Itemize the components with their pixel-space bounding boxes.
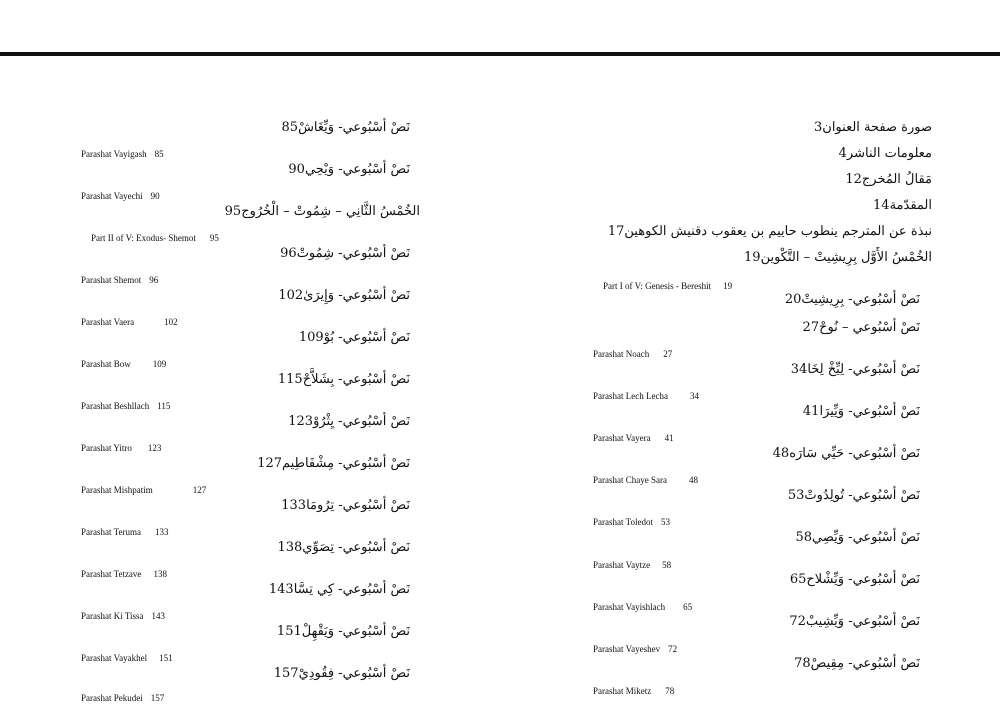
toc-arabic-heading: الخُمْسُ الثَّانِي – شِمُوتْ – الْخُرُوج95: [224, 204, 420, 219]
toc-front-matter-entry: المقدّمة14: [873, 198, 932, 213]
toc-english-heading: Part II of V: Exodus- Shemot 95: [91, 233, 219, 243]
toc-arabic-entry: نَصْ أسْبُوعي- تُولِدُوتْ53: [787, 488, 920, 503]
toc-arabic-entry: نَصْ أسْبُوعي- بُوْ109: [298, 330, 410, 345]
toc-arabic-entry: نَصْ أسْبُوعي- وَيِّشْلاح65: [789, 572, 920, 587]
toc-english-entry: Parashat Vaytze 58: [593, 560, 672, 570]
toc-arabic-entry: نَصْ أسْبُوعي- وَيْحِي90: [288, 162, 410, 177]
toc-english-entry: Parashat Vayishlach 65: [593, 602, 693, 612]
toc-english-entry: Parashat Ki Tissa 143: [81, 611, 166, 621]
toc-english-entry: Parashat Vayechi 90: [81, 191, 160, 201]
toc-arabic-entry: نَصْ أسْبُوعي- لِيِّخْ لِخَا34: [790, 362, 920, 377]
toc-front-matter-entry: مَقالُ المُخرج12: [845, 172, 932, 187]
toc-arabic-entry: نَصْ أسْبُوعي- تِرُومَا133: [281, 498, 410, 513]
toc-english-heading: Part I of V: Genesis - Bereshit 19: [603, 281, 733, 291]
toc-arabic-entry: نَصْ أسْبُوعي- وَيِّغَاشْ85: [281, 120, 410, 135]
toc-front-matter-entry: معلومات الناشر4: [838, 146, 932, 161]
toc-english-entry: Parashat Lech Lecha 34: [593, 391, 699, 401]
toc-arabic-entry: نَصْ أسْبُوعي- مِقِيصْ78: [794, 656, 920, 671]
toc-english-entry: Parashat Mishpatim 127: [81, 485, 207, 495]
toc-arabic-entry: نَصْ أسْبُوعي- شِمُوتْ96: [280, 246, 410, 261]
toc-arabic-entry: نَصْ أسْبُوعي- وَيَقْهِلْ151: [276, 624, 410, 639]
toc-arabic-entry: نَصْ أسْبُوعي- كِي تِسَّا143: [268, 582, 410, 597]
toc-english-entry: Parashat Vayeshev 72: [593, 644, 678, 654]
toc-arabic-entry: نَصْ أسْبُوعي- وَإِيرَىٰ102: [278, 288, 410, 303]
toc-english-entry: Parashat Noach 27: [593, 349, 673, 359]
toc-english-entry: Parashat Chaye Sara 48: [593, 475, 698, 485]
toc-english-entry: Parashat Pekudei 157: [81, 693, 165, 703]
toc-front-matter-entry: نبذة عن المترجم ينطوب حاييم بن يعقوب دقنيش الكوهين17: [607, 224, 932, 239]
toc-english-entry: Parashat Beshllach 115: [81, 401, 171, 411]
toc-arabic-entry: نَصْ أسْبُوعي- مِشْفَاطِيم127: [257, 456, 410, 471]
toc-arabic-entry: نَصْ أسْبُوعي- وَيِّصِي58: [795, 530, 920, 545]
toc-english-entry: Parashat Tetzave 138: [81, 569, 167, 579]
toc-english-entry: Parashat Vayakhel 151: [81, 653, 173, 663]
toc-english-entry: Parashat Teruma 133: [81, 527, 169, 537]
toc-arabic-entry: نَصْ أسْبُوعي – نُوحْ27: [802, 320, 920, 335]
toc-arabic-entry: نَصْ أسْبُوعي- فِقُودِيْ157: [273, 666, 410, 681]
toc-arabic-entry: نَصْ أسْبُوعي- بِرِيشِيتْ20: [784, 292, 920, 307]
top-banner: [0, 0, 1000, 52]
toc-arabic-entry: نَصْ أسْبُوعي- وَيِّشِيبْ72: [789, 614, 920, 629]
toc-english-entry: Parashat Toledot 53: [593, 517, 670, 527]
toc-english-entry: Parashat Bow 109: [81, 359, 167, 369]
toc-english-entry: Parashat Shemot 96: [81, 275, 159, 285]
right-page: [500, 56, 1000, 699]
toc-english-entry: Parashat Miketz 78: [593, 686, 675, 696]
toc-arabic-entry: نَصْ أسْبُوعي- بِشَلاَّحْ115: [277, 372, 410, 387]
toc-front-matter-entry: صورة صفحة العنوان3: [813, 120, 932, 135]
toc-arabic-entry: نَصْ أسْبُوعي- حَيِّي سَارَه48: [772, 446, 920, 461]
toc-english-entry: Parashat Vayigash 85: [81, 149, 164, 159]
toc-arabic-entry: نَصْ أسْبُوعي- وَيِّيرَا41: [802, 404, 920, 419]
toc-arabic-entry: نَصْ أسْبُوعي- يِثْرُوْ123: [288, 414, 410, 429]
left-page: [0, 56, 500, 703]
toc-arabic-entry: نَصْ أسْبُوعي- تِصَوِّي138: [277, 540, 410, 555]
toc-english-entry: Parashat Vayera 41: [593, 433, 674, 443]
toc-english-entry: Parashat Yitro 123: [81, 443, 162, 453]
toc-arabic-heading: الخُمْسُ الأَوَّل بِرِيشِيتْ – التَّكْوين19: [744, 250, 932, 265]
toc-english-entry: Parashat Vaera 102: [81, 317, 178, 327]
